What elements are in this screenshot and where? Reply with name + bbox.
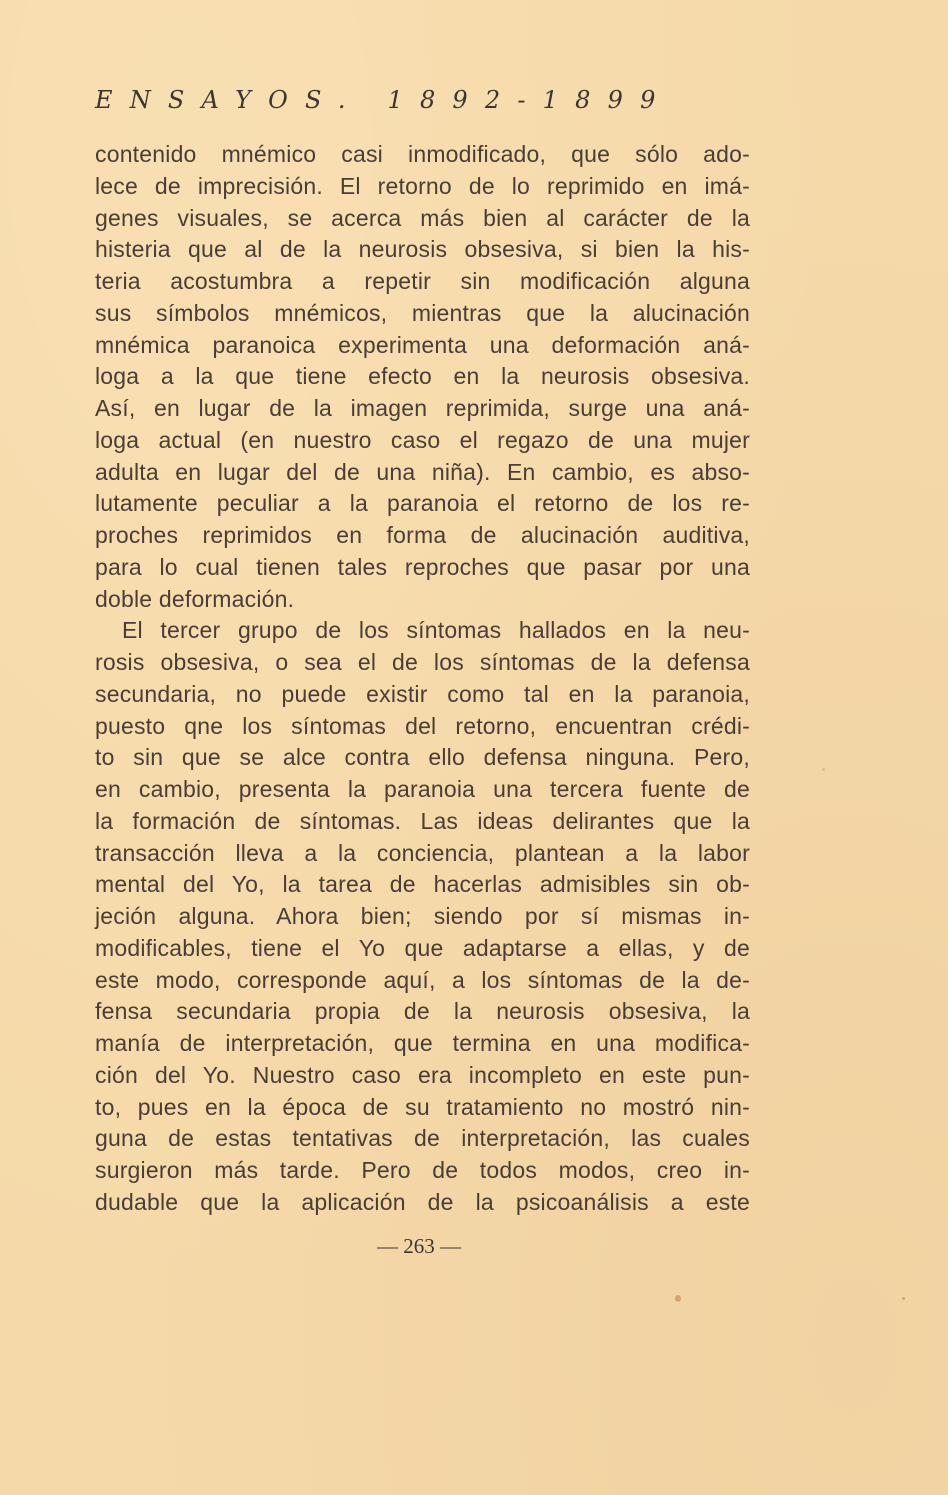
running-head: ENSAYOS. 1892-1899 (95, 86, 673, 114)
text-line: dudable que la aplicación de la psicoanálisis a este (95, 1188, 750, 1215)
text-line: lece de imprecisión. El retorno de lo reprimido en imá- (95, 172, 750, 199)
text-line: genes visuales, se acerca más bien al carácter de la (95, 204, 750, 231)
page-number: — 263 — (377, 1234, 461, 1258)
body-text (95, 139, 750, 1219)
text-line: mnémica paranoica experimenta una deformación aná- (95, 331, 750, 358)
paragraph-2 (95, 615, 750, 1218)
text-line: puesto qne los síntomas del retorno, encuentran crédi- (95, 712, 750, 739)
text-line: fensa secundaria propia de la neurosis obsesiva, la (95, 998, 750, 1025)
text-line: surgieron más tarde. Pero de todos modos, creo in- (95, 1157, 750, 1183)
text-line: adulta en lugar del de una niña). En cambio, es abso- (95, 458, 750, 485)
text-line: ción del Yo. Nuestro caso era incompleto en este pun- (95, 1061, 750, 1088)
text-line: la formación de síntomas. Las ideas delirantes que la (95, 807, 750, 834)
text-line: transacción lleva a la conciencia, plantean a la labor (95, 839, 750, 866)
text-line: secundaria, no puede existir como tal en la paranoia, (95, 680, 750, 707)
text-line: lutamente peculiar a la paranoia el retorno de los re- (95, 490, 750, 517)
text-line: para lo cual tienen tales reproches que pasar por una (95, 553, 750, 580)
text-line: to, pues en la época de su tratamiento no mostró nin- (95, 1093, 750, 1120)
text-line: contenido mnémico casi inmodificado, que sólo ado- (95, 141, 750, 167)
text-line: modificables, tiene el Yo que adaptarse a ellas, y de (95, 934, 750, 961)
text-line: to sin que se alce contra ello defensa ninguna. Pero, (95, 744, 750, 771)
text-line: manía de interpretación, que termina en una modifica- (95, 1030, 750, 1056)
text-line: proches reprimidos en forma de alucinación auditiva, (95, 522, 750, 548)
text-line: loga actual (en nuestro caso el regazo de una mujer (95, 426, 750, 453)
text-line: teria acostumbra a repetir sin modificación alguna (95, 268, 750, 294)
text-line: loga a la que tiene efecto en la neurosis obsesiva. (95, 363, 750, 390)
text-line: El tercer grupo de los síntomas hallados en la neu- (122, 617, 750, 644)
text-line: en cambio, presenta la paranoia una tercera fuente de (95, 776, 750, 802)
text-line: doble deformación. (95, 585, 295, 612)
text-line: sus símbolos mnémicos, mientras que la alucinación (95, 299, 750, 326)
text-line: histeria que al de la neurosis obsesiva, si bien la his- (95, 236, 750, 263)
paper-speck (675, 1295, 681, 1302)
paper-speck (822, 768, 825, 771)
text-line: guna de estas tentativas de interpretación, las cuales (95, 1125, 750, 1152)
text-line: mental del Yo, la tarea de hacerlas admisibles sin ob- (95, 871, 750, 898)
paragraph-1 (95, 139, 750, 615)
text-line: rosis obsesiva, o sea el de los síntomas de la defensa (95, 649, 750, 675)
text-line: jeción alguna. Ahora bien; siendo por sí mismas in- (95, 903, 750, 929)
paper-speck (902, 1297, 905, 1300)
text-line: este modo, corresponde aquí, a los síntomas de la de- (95, 966, 750, 993)
text-line: Así, en lugar de la imagen reprimida, surge una aná- (95, 395, 750, 421)
